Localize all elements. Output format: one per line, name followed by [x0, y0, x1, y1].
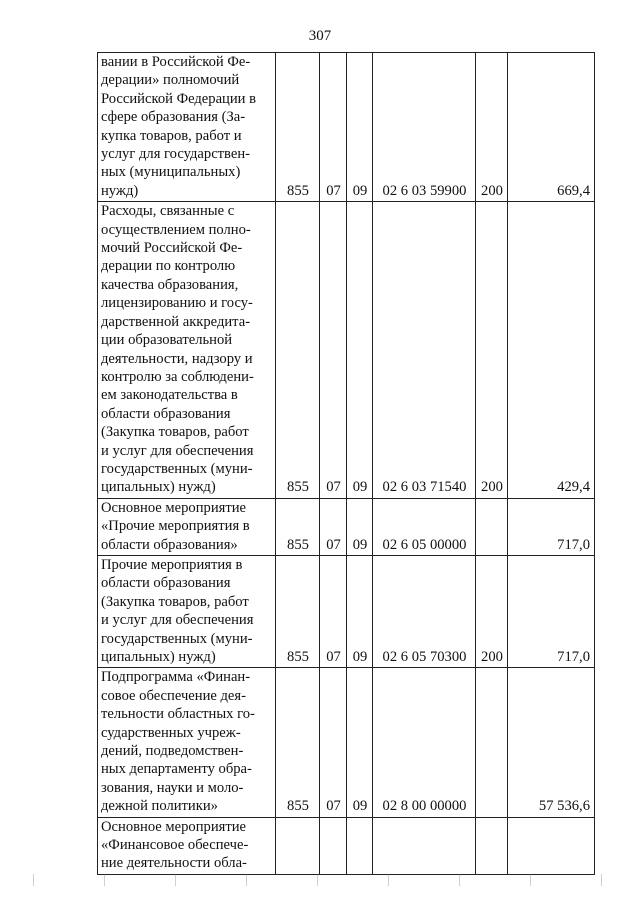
ministry-code: 855 — [276, 202, 320, 499]
scan-artifact-line — [0, 874, 640, 886]
expense-type-code — [476, 668, 508, 817]
expense-type-code — [476, 498, 508, 555]
target-article-code — [373, 817, 476, 874]
table-row — [98, 53, 595, 202]
amount-value: 669,4 — [508, 53, 595, 202]
ministry-code: 855 — [276, 555, 320, 667]
subsection-code: 09 — [347, 202, 373, 499]
target-article-code: 02 6 05 70300 — [373, 555, 476, 667]
section-code — [320, 817, 347, 874]
ministry-code: 855 — [276, 668, 320, 817]
target-article-code: 02 8 00 00000 — [373, 668, 476, 817]
table-row — [98, 555, 595, 667]
expense-type-code: 200 — [476, 202, 508, 499]
section-code: 07 — [320, 202, 347, 499]
row-description: Основное мероприятие «Финансовое обеспече- ние деятельности обла- — [98, 817, 276, 874]
section-code: 07 — [320, 498, 347, 555]
subsection-code: 09 — [347, 498, 373, 555]
table-row — [98, 668, 595, 817]
amount-value: 429,4 — [508, 202, 595, 499]
amount-value — [508, 817, 595, 874]
section-code: 07 — [320, 555, 347, 667]
row-description: Расходы, связанные с осуществлением полно- мочий Российской Фе- дерации по контролю качества образования, лицензированию и госу- дарственной аккредита- ции образовательной деятельности, надзору и контролю за соблюдени- ем законодательства в области образования (Закупка товаров, работ и услуг для обеспечения государственных (муни- ципальных) нужд) — [98, 202, 276, 499]
amount-value: 57 536,6 — [508, 668, 595, 817]
amount-value: 717,0 — [508, 498, 595, 555]
budget-table — [97, 52, 595, 875]
ministry-code: 855 — [276, 53, 320, 202]
expense-type-code: 200 — [476, 53, 508, 202]
target-article-code: 02 6 05 00000 — [373, 498, 476, 555]
table-row — [98, 498, 595, 555]
section-code: 07 — [320, 53, 347, 202]
subsection-code — [347, 817, 373, 874]
page-number: 307 — [308, 28, 332, 44]
amount-value: 717,0 — [508, 555, 595, 667]
row-description: Прочие мероприятия в области образования (Закупка товаров, работ и услуг для обеспечения государственных (муни- ципальных) нужд) — [98, 555, 276, 667]
subsection-code: 09 — [347, 668, 373, 817]
row-description: Подпрограмма «Финан- совое обеспечение дея- тельности областных го- сударственных учреж- дений, подведомствен- ных департаменту обра- зования, науки и моло- дежной политики» — [98, 668, 276, 817]
row-description: вании в Российской Фе- дерации» полномочий Российской Федерации в сфере образования (За- купка товаров, работ и услуг для государствен- ных (муниципальных) нужд) — [98, 53, 276, 202]
expense-type-code: 200 — [476, 555, 508, 667]
ministry-code: 855 — [276, 498, 320, 555]
target-article-code: 02 6 03 59900 — [373, 53, 476, 202]
target-article-code: 02 6 03 71540 — [373, 202, 476, 499]
subsection-code: 09 — [347, 53, 373, 202]
expense-type-code — [476, 817, 508, 874]
row-description: Основное мероприятие «Прочие мероприятия в области образования» — [98, 498, 276, 555]
table-row — [98, 202, 595, 499]
ministry-code — [276, 817, 320, 874]
table-row — [98, 817, 595, 874]
subsection-code: 09 — [347, 555, 373, 667]
section-code: 07 — [320, 668, 347, 817]
